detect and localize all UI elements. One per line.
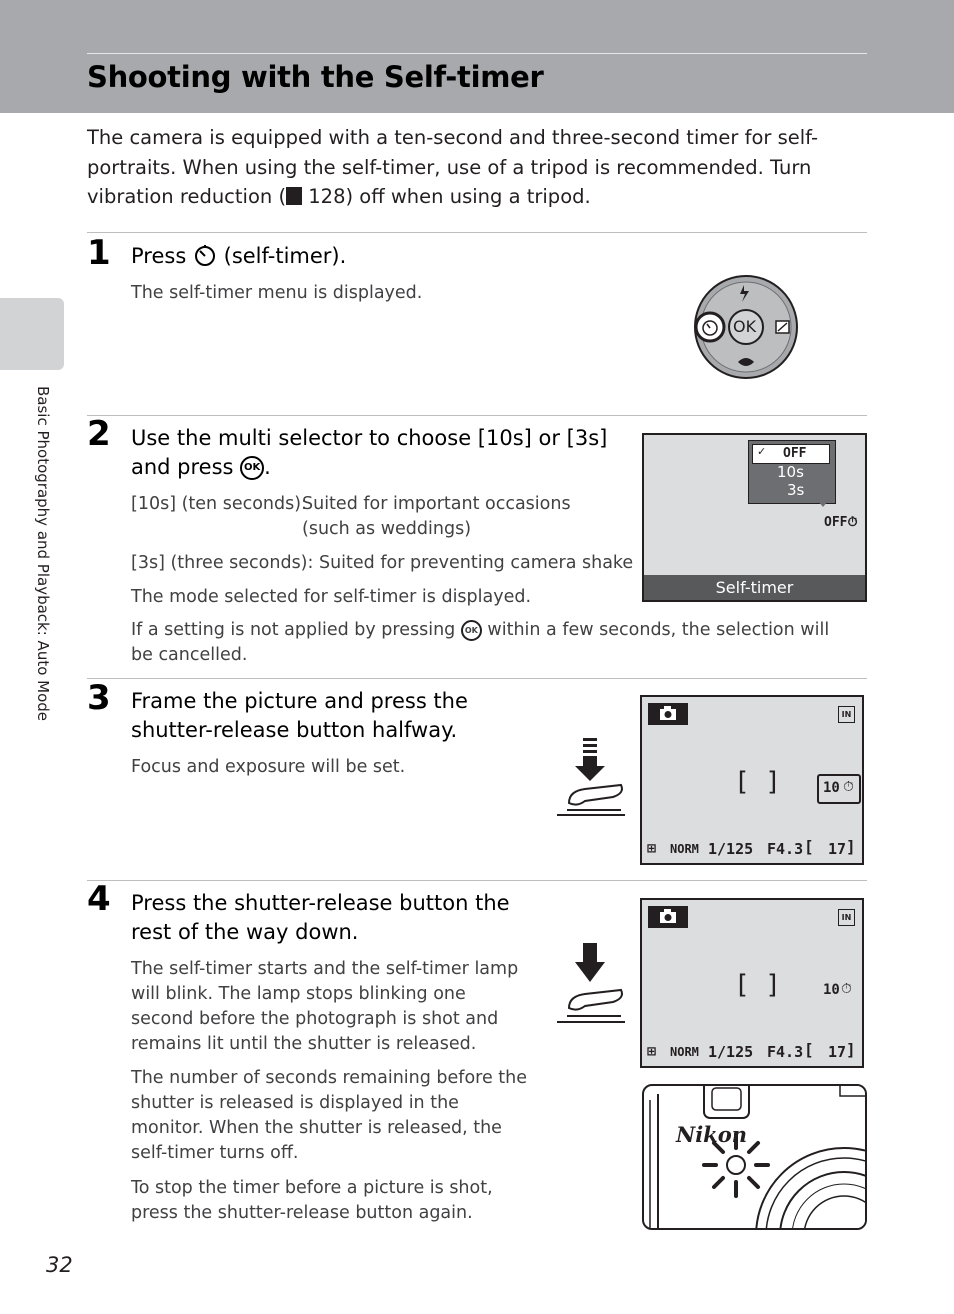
step-body-text: within a few seconds, the selection will be cancelled. xyxy=(131,620,830,665)
page-title: Shooting with the Self-timer xyxy=(87,60,544,94)
internal-memory-icon: IN xyxy=(838,706,855,723)
option-10s-desc-2: (such as weddings) xyxy=(302,519,472,539)
timer-seconds: 10 xyxy=(823,780,840,796)
frames-bracket-end: ] xyxy=(846,837,856,856)
frames-bracket: [ xyxy=(804,1040,814,1059)
timer-indicator xyxy=(821,980,857,1002)
menu-pointer xyxy=(818,501,828,507)
step-heading-text: Press xyxy=(131,244,193,268)
brand-logo: Nikon xyxy=(676,1122,747,1147)
step-body: Focus and exposure will be set. xyxy=(131,757,406,777)
camera-mode-icon xyxy=(648,703,688,725)
focus-brackets: [ ] xyxy=(734,970,781,1000)
intro-paragraph xyxy=(87,123,827,212)
internal-memory-icon: IN xyxy=(838,909,855,926)
step-heading: Frame the picture and press the shutter-release button halfway. xyxy=(131,689,468,742)
header-rule xyxy=(87,53,867,54)
step-heading-text: (self-timer). xyxy=(216,244,347,268)
option-10s-desc: Suited for important occasions xyxy=(302,494,571,514)
step-number: 1 xyxy=(87,233,111,273)
timer-options-menu xyxy=(748,440,836,504)
step-body-text: If a setting is not applied by pressing xyxy=(131,620,461,640)
frames-bracket-end: ] xyxy=(846,1040,856,1059)
step-number: 3 xyxy=(87,678,111,718)
menu-option-3s: 3s xyxy=(787,481,805,499)
full-press-illustration xyxy=(555,940,630,1030)
check-icon: ✓ xyxy=(757,445,767,458)
step-heading-text: Use the multi selector to choose [10s] or [3s] and press xyxy=(131,426,608,479)
aperture: F4.3 xyxy=(767,840,804,858)
step-body: The self-timer menu is displayed. xyxy=(131,283,423,303)
focus-brackets: [ ] xyxy=(734,767,781,797)
step-number: 2 xyxy=(87,414,111,454)
timer-indicator-highlighted xyxy=(817,774,861,804)
ok-button-label: OK xyxy=(733,317,757,336)
shutter-speed: 1/125 xyxy=(708,1043,754,1061)
step-body: The mode selected for self-timer is displayed. xyxy=(131,587,532,607)
menu-option-10s: 10s xyxy=(777,463,804,481)
shooting-screen-full-press xyxy=(640,898,864,1068)
step-divider xyxy=(87,415,867,416)
page-number: 32 xyxy=(46,1253,73,1277)
camera-mode-icon xyxy=(648,906,688,928)
self-timer-menu-screen xyxy=(642,433,867,602)
shooting-screen-half-press xyxy=(640,695,864,865)
image-mode-icon: ⊞ xyxy=(647,839,657,857)
chapter-label: Basic Photography and Playback: Auto Mode xyxy=(34,386,52,722)
intro-text-1: The camera is equipped with a ten-second and three-second timer for self-portraits. When using the self-timer, use of a tripod is recommended. Turn vibration reduction ( xyxy=(87,126,818,208)
shutter-speed: 1/125 xyxy=(708,840,754,858)
option-3s: [3s] (three seconds): Suited for preventing camera shake xyxy=(131,553,634,573)
self-timer-icon: ⏱ xyxy=(843,779,854,795)
self-timer-icon: ⏱ xyxy=(841,981,852,997)
page-reference-icon xyxy=(286,187,302,205)
half-press-illustration xyxy=(555,735,630,825)
ok-icon: OK xyxy=(461,620,482,641)
timer-seconds: 10 xyxy=(823,982,840,998)
step-heading xyxy=(131,424,611,482)
self-timer-lamp xyxy=(727,1156,745,1174)
step-body: To stop the timer before a picture is shot, press the shutter-release button again. xyxy=(131,1178,493,1223)
aperture: F4.3 xyxy=(767,1043,804,1061)
timer-status-text: OFF xyxy=(824,515,848,530)
image-quality: NORM xyxy=(670,1045,699,1059)
step-heading: Press the shutter-release button the rest of the way down. xyxy=(131,891,510,944)
step-body: The self-timer starts and the self-timer lamp will blink. The lamp stops blinking one second before the photograph is shot and remains lit until the shutter is released. xyxy=(131,959,519,1054)
timer-status-icon: OFF⏱ xyxy=(824,515,858,530)
self-timer-icon xyxy=(193,243,217,267)
frames-remaining: 17 xyxy=(828,840,847,858)
step-heading-text: . xyxy=(264,455,271,479)
intro-text-2: 128) off when using a tripod. xyxy=(302,185,591,208)
camera-body-drawing xyxy=(644,1086,867,1230)
camera-front-illustration xyxy=(642,1084,867,1230)
image-mode-icon: ⊞ xyxy=(647,1042,657,1060)
step-body xyxy=(131,618,831,668)
frames-bracket: [ xyxy=(804,837,814,856)
step-number: 4 xyxy=(87,879,111,919)
menu-caption: Self-timer xyxy=(644,575,865,600)
menu-option-off: OFF xyxy=(783,446,807,461)
menu-option-selected xyxy=(752,444,830,464)
page-header xyxy=(0,0,954,113)
image-quality: NORM xyxy=(670,842,699,856)
step-divider xyxy=(87,678,867,679)
step-heading xyxy=(131,242,346,271)
frames-remaining: 17 xyxy=(828,1043,847,1061)
step-divider xyxy=(87,880,867,881)
ok-icon: OK xyxy=(240,456,264,480)
step-body: The number of seconds remaining before the shutter is released is displayed in the monitor. When the shutter is released, the self-timer turns off. xyxy=(131,1068,528,1163)
chapter-tab xyxy=(0,298,64,370)
step-divider xyxy=(87,232,867,233)
option-10s-label: [10s] (ten seconds): xyxy=(131,494,307,514)
